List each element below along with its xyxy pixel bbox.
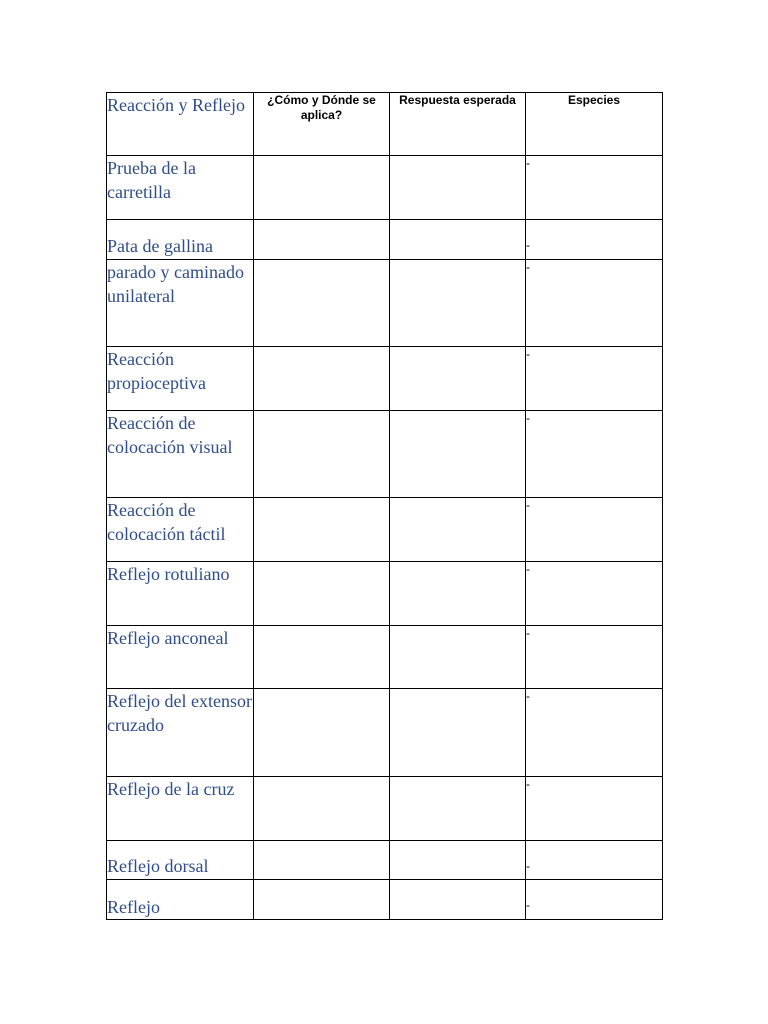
row-how-where-cell bbox=[254, 498, 390, 562]
row-how-where-cell bbox=[254, 220, 390, 260]
row-reaction-name: Pata de gallina bbox=[107, 220, 254, 260]
row-how-where-cell bbox=[254, 562, 390, 626]
row-how-where-cell bbox=[254, 841, 390, 880]
row-reaction-name: Reflejo bbox=[107, 880, 254, 920]
row-expected-cell bbox=[390, 260, 526, 347]
row-reaction-name: Reflejo anconeal bbox=[107, 626, 254, 689]
table-row bbox=[107, 498, 663, 562]
table-row bbox=[107, 220, 663, 260]
header-reaction: Reacción y Reflejo bbox=[107, 93, 254, 156]
row-how-where-cell bbox=[254, 347, 390, 411]
row-expected-cell bbox=[390, 777, 526, 841]
header-expected-response: Respuesta esperada bbox=[390, 93, 526, 156]
table-header-row bbox=[107, 93, 663, 156]
row-expected-cell bbox=[390, 562, 526, 626]
row-expected-cell bbox=[390, 880, 526, 920]
row-how-where-cell bbox=[254, 689, 390, 777]
table-row bbox=[107, 260, 663, 347]
table-row bbox=[107, 156, 663, 220]
row-reaction-name: Reacción de colocación táctil bbox=[107, 498, 254, 562]
row-species-cell: - bbox=[526, 562, 663, 626]
row-reaction-name: Prueba de la carretilla bbox=[107, 156, 254, 220]
row-species-cell: - bbox=[526, 841, 663, 880]
table-row bbox=[107, 562, 663, 626]
reflex-table bbox=[106, 92, 663, 920]
table-row bbox=[107, 841, 663, 880]
row-expected-cell bbox=[390, 841, 526, 880]
row-species-cell: - bbox=[526, 347, 663, 411]
row-expected-cell bbox=[390, 411, 526, 498]
table-row bbox=[107, 689, 663, 777]
row-species-cell: - bbox=[526, 880, 663, 920]
row-how-where-cell bbox=[254, 880, 390, 920]
row-reaction-name: Reflejo del extensor cruzado bbox=[107, 689, 254, 777]
row-species-cell: - bbox=[526, 626, 663, 689]
row-expected-cell bbox=[390, 347, 526, 411]
row-reaction-name: Reacción de colocación visual bbox=[107, 411, 254, 498]
row-species-cell: - bbox=[526, 777, 663, 841]
row-reaction-name: Reflejo rotuliano bbox=[107, 562, 254, 626]
row-reaction-name: parado y caminado unilateral bbox=[107, 260, 254, 347]
row-how-where-cell bbox=[254, 626, 390, 689]
table-row bbox=[107, 777, 663, 841]
row-expected-cell bbox=[390, 689, 526, 777]
table-row bbox=[107, 347, 663, 411]
row-reaction-name: Reacción propioceptiva bbox=[107, 347, 254, 411]
row-how-where-cell bbox=[254, 777, 390, 841]
row-how-where-cell bbox=[254, 156, 390, 220]
row-how-where-cell bbox=[254, 411, 390, 498]
header-how-where: ¿Cómo y Dónde se aplica? bbox=[254, 93, 390, 156]
row-expected-cell bbox=[390, 220, 526, 260]
row-species-cell: - bbox=[526, 498, 663, 562]
row-expected-cell bbox=[390, 156, 526, 220]
row-expected-cell bbox=[390, 498, 526, 562]
row-reaction-name: Reflejo dorsal bbox=[107, 841, 254, 880]
row-species-cell: - bbox=[526, 260, 663, 347]
row-species-cell: - bbox=[526, 689, 663, 777]
row-expected-cell bbox=[390, 626, 526, 689]
header-species: Especies bbox=[526, 93, 663, 156]
table-row bbox=[107, 880, 663, 920]
row-reaction-name: Reflejo de la cruz bbox=[107, 777, 254, 841]
table-row bbox=[107, 626, 663, 689]
table-row bbox=[107, 411, 663, 498]
row-how-where-cell bbox=[254, 260, 390, 347]
row-species-cell: - bbox=[526, 411, 663, 498]
row-species-cell: - bbox=[526, 156, 663, 220]
row-species-cell: - bbox=[526, 220, 663, 260]
